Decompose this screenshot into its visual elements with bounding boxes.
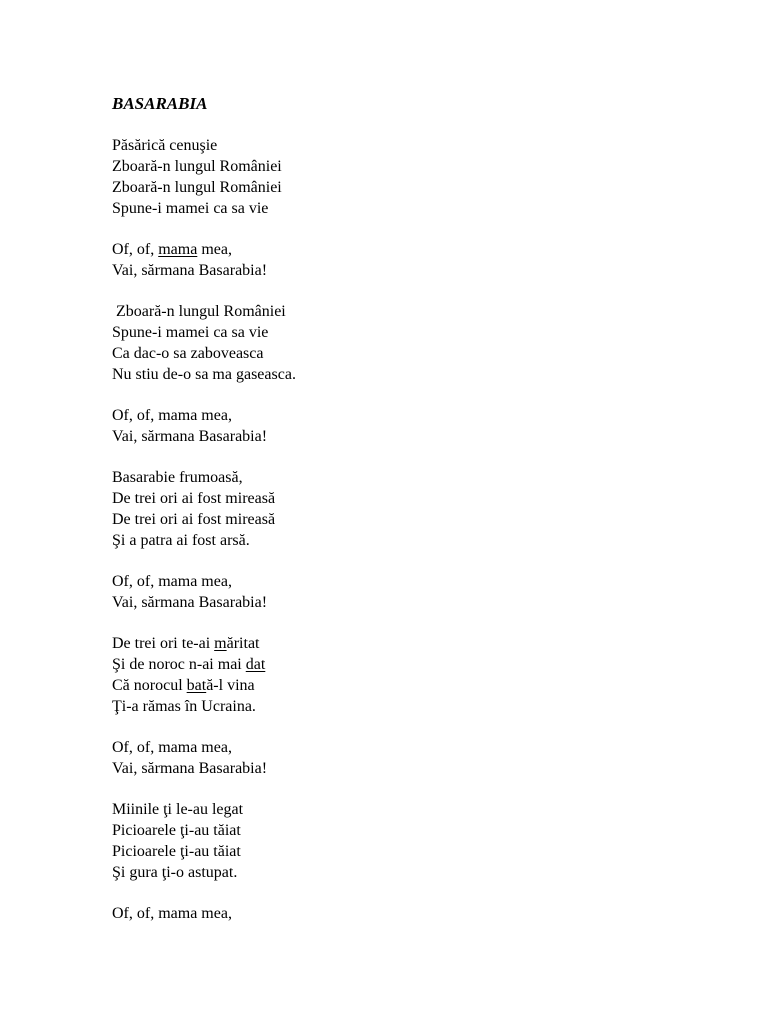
poem-line: Zboară-n lungul României: [112, 303, 286, 320]
refrain: [112, 737, 712, 779]
poem-line: Zboară-n lungul României: [112, 179, 282, 196]
underlined-text: bat: [186, 677, 207, 694]
line-text: De trei ori te-ai măritat: [112, 635, 260, 652]
stanza: [112, 799, 712, 883]
poem-page: [112, 93, 712, 944]
refrain: [112, 903, 712, 924]
poem-line: Ca dac-o sa zaboveasca: [112, 345, 264, 362]
poem-line: De trei ori ai fost mireasă: [112, 511, 276, 528]
poem-line: Of, of, mama mea,: [112, 573, 232, 590]
refrain: [112, 571, 712, 613]
poem-line: Picioarele ţi-au tăiat: [112, 843, 241, 860]
poem-line: Of, of, mama mea,: [112, 739, 232, 756]
poem-title: BASARABIA: [112, 94, 208, 113]
poem-line: Basarabie frumoasă,: [112, 469, 243, 486]
poem-line: Miinile ţi le-au legat: [112, 801, 244, 818]
poem-line: [112, 239, 712, 260]
stanza: [112, 135, 712, 219]
poem-line: Spune-i mamei ca sa vie: [112, 324, 269, 341]
poem-line: Vai, sărmana Basarabia!: [112, 594, 268, 611]
poem-line: Ţi-a rămas în Ucraina.: [112, 698, 256, 715]
stanza: [112, 301, 712, 385]
poem-line: Nu stiu de-o sa ma gaseasca.: [112, 366, 296, 383]
poem-line: Vai, sărmana Basarabia!: [112, 428, 268, 445]
stanza: [112, 467, 712, 551]
poem-line: Vai, sărmana Basarabia!: [112, 262, 268, 279]
underlined-text: m: [214, 635, 227, 652]
poem-line: [112, 633, 712, 654]
line-text: Of, of, mama mea,: [112, 241, 232, 258]
poem-line: Spune-i mamei ca sa vie: [112, 200, 269, 217]
poem-line: Şi gura ţi-o astupat.: [112, 864, 238, 881]
poem-line: Picioarele ţi-au tăiat: [112, 822, 241, 839]
poem-line: Vai, sărmana Basarabia!: [112, 760, 268, 777]
poem-line: Şi a patra ai fost arsă.: [112, 532, 250, 549]
line-text: Şi de noroc n-ai mai dat: [112, 656, 266, 673]
line-text: Că norocul bată-l vina: [112, 677, 255, 694]
poem-line: De trei ori ai fost mireasă: [112, 490, 276, 507]
underlined-text: mama: [158, 241, 198, 258]
refrain: [112, 405, 712, 447]
poem-line: Of, of, mama mea,: [112, 905, 232, 922]
poem-line: Păsărică cenuşie: [112, 137, 218, 154]
poem-line: Of, of, mama mea,: [112, 407, 232, 424]
poem-line: [112, 654, 712, 675]
refrain: [112, 239, 712, 281]
poem-line: Zboară-n lungul României: [112, 158, 282, 175]
poem-line: [112, 675, 712, 696]
stanza: [112, 633, 712, 717]
underlined-text: dat: [245, 656, 266, 673]
